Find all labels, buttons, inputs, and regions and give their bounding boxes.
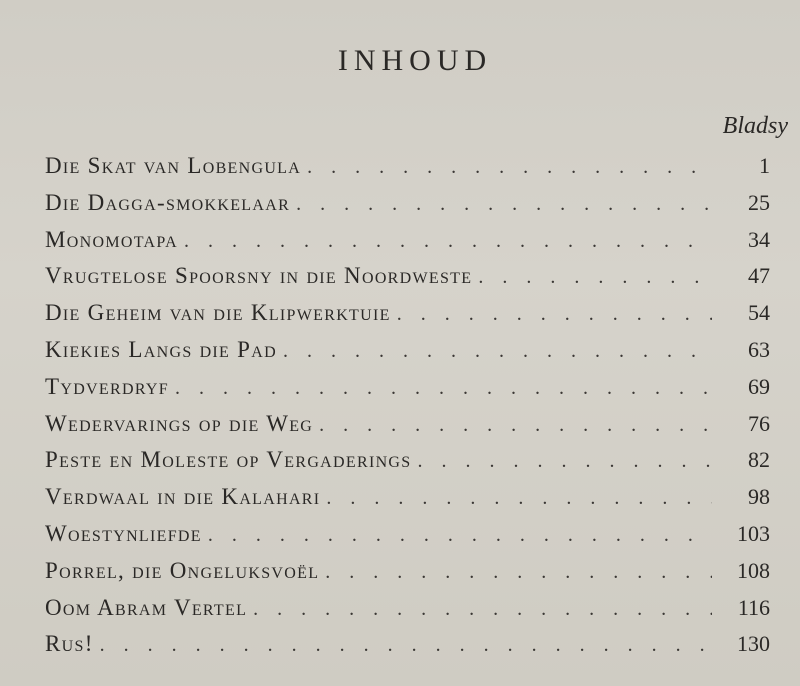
toc-entry-title: Oom Abram Vertel: [45, 594, 248, 620]
dot-leader: [397, 296, 712, 333]
toc-row: [45, 295, 770, 332]
toc-page-number: 34: [748, 226, 770, 252]
toc-page-number: 1: [759, 153, 770, 178]
dot-leader: [478, 259, 712, 296]
dot-leader: [326, 480, 712, 517]
dot-leader: [319, 407, 712, 444]
toc-entry-title: Rus!: [45, 631, 94, 657]
toc-row: [45, 185, 770, 222]
toc-entry-title: Vrugtelose Spoorsny in die Noordweste: [45, 263, 473, 289]
toc-entry-title: Woestynliefde: [45, 520, 202, 546]
dot-leader: [253, 591, 712, 628]
toc-entry-title: Die Geheim van die Klipwerktuie: [45, 300, 391, 326]
dot-leader: [325, 554, 712, 591]
toc-page-number: 116: [737, 594, 770, 620]
dot-leader: [175, 370, 712, 407]
toc-row: [45, 222, 770, 259]
toc-page-number: 130: [737, 631, 770, 657]
dot-leader: [307, 149, 712, 186]
dot-leader: [208, 517, 712, 554]
toc-entry-title: Die Dagga-smokkelaar: [45, 189, 291, 215]
dot-leader: [184, 223, 712, 260]
toc-page-number: 47: [748, 263, 770, 289]
dot-leader: [296, 186, 712, 223]
toc-page-number: 63: [748, 336, 770, 362]
toc-row: [45, 479, 770, 516]
toc-row: [45, 332, 770, 369]
page-column-label: Bladsy: [722, 113, 788, 139]
toc-entry-title: Kiekies Langs die Pad: [45, 336, 277, 362]
toc-row: [45, 258, 770, 295]
toc-row: [45, 553, 770, 590]
toc-row: [45, 516, 770, 553]
page-title: INHOUD: [337, 44, 493, 77]
toc-row: [45, 626, 770, 663]
toc-page-number: 98: [748, 484, 770, 510]
toc-page-number: 69: [748, 373, 770, 399]
toc-entry-title: Die Skat van Lobengula: [45, 153, 302, 178]
toc-row: [45, 406, 770, 443]
table-of-contents: [45, 148, 770, 663]
toc-page-number: 82: [748, 447, 770, 473]
toc-page-number: 25: [748, 189, 770, 215]
toc-entry-title: Wedervarings op die Weg: [45, 410, 314, 436]
toc-row: [45, 369, 770, 406]
toc-entry-title: Peste en Moleste op Vergaderings: [45, 447, 412, 473]
toc-row: [45, 148, 770, 185]
toc-page-number: 54: [748, 300, 770, 326]
toc-page-number: 108: [737, 557, 770, 583]
toc-entry-title: Monomotapa: [45, 226, 178, 252]
toc-entry-title: Porrel, die Ongeluksvoël: [45, 557, 320, 583]
toc-row: [45, 442, 770, 479]
dot-leader: [283, 333, 712, 370]
toc-entry-title: Tydverdryf: [45, 373, 169, 399]
toc-page-number: 103: [737, 520, 770, 546]
dot-leader: [417, 443, 712, 480]
toc-row: [45, 590, 770, 627]
toc-page-number: 76: [748, 410, 770, 436]
dot-leader: [100, 627, 712, 664]
toc-entry-title: Verdwaal in die Kalahari: [45, 484, 321, 510]
